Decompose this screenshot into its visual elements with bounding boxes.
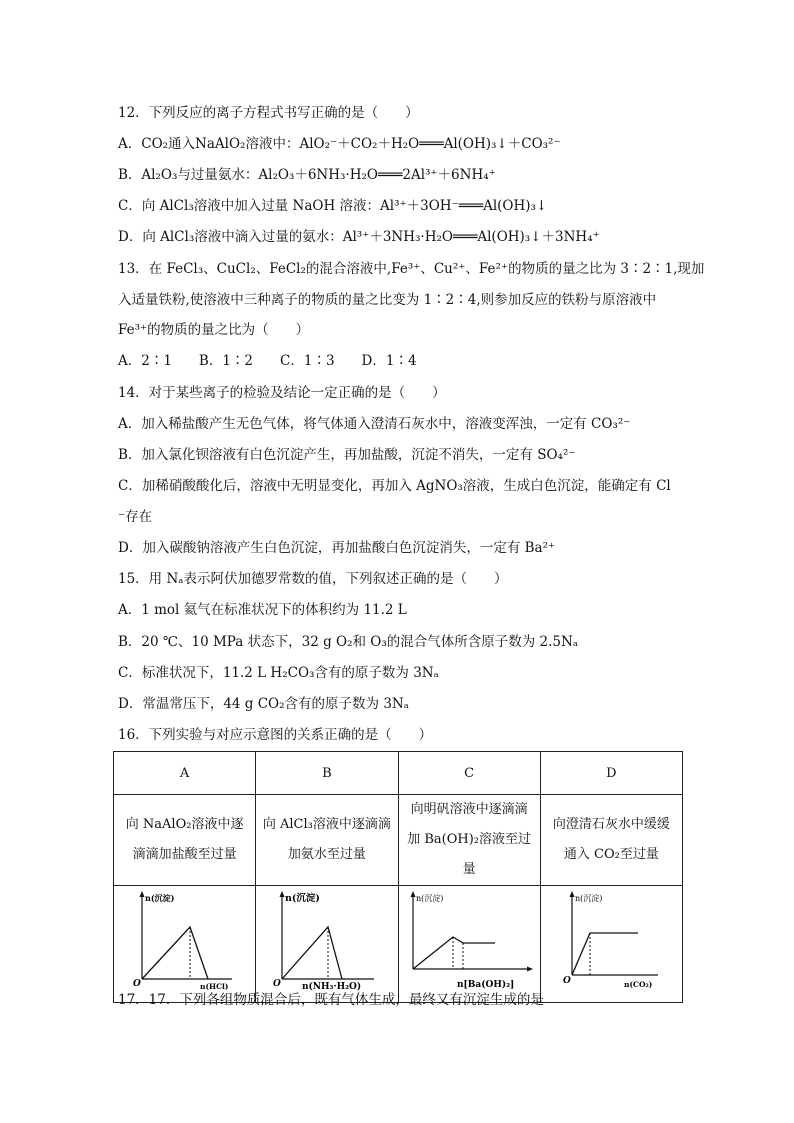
q15-option-b: B．20 ℃、10 MPa 状态下，32 g O₂和 O₃的混合气体所含原子数为 2.5Nₐ (118, 634, 579, 650)
q16-desc-d: 向澄清石灰水中缓缓通入 CO₂至过量 (552, 817, 670, 862)
q14-option-c-line1: C．加稀硝酸酸化后，溶液中无明显变化，再加入 AgNO₃溶液，生成白色沉淀，能确定有 Cl (118, 478, 671, 494)
q16-graph-d-origin: O (563, 976, 572, 986)
q12-option-a: A．CO₂通入NaAlO₂溶液中：AlO₂⁻＋CO₂＋H₂O═══Al(OH)₃↓＋CO₃²⁻ (118, 136, 561, 152)
q13-line2: 入适量铁粉,使溶液中三种离子的物质的量之比变为 1∶2∶4,则参加反应的铁粉与原溶液中 (118, 292, 657, 308)
q12-option-c: C．向 AlCl₃溶液中加入过量 NaOH 溶液：Al³⁺＋3OH⁻═══Al(OH)₃↓ (118, 198, 548, 214)
q12-option-d: D．向 AlCl₃溶液中滴入过量的氨水：Al³⁺＋3NH₃·H₂O═══Al(OH)₃↓＋3NH₄⁺ (118, 229, 600, 245)
q16-graph-a-ylabel: n(沉淀) (144, 893, 175, 903)
q16-header-c: C (398, 752, 540, 795)
q16-graph-b-origin: O (272, 979, 281, 989)
q16-desc-a: 向 NaAlO₂溶液中逐滴滴加盐酸至过量 (125, 817, 244, 862)
q15-option-c: C．标准状况下，11.2 L H₂CO₃含有的原子数为 3Nₐ (118, 665, 439, 681)
q16-graph-c-xlabel: n[Ba(OH)₂] (457, 980, 515, 990)
q13-line1: 13．在 FeCl₃、CuCl₂、FeCl₂的混合溶液中,Fe³⁺、Cu²⁺、Fe²⁺的物质的量之比为 3∶2∶1,现加 (118, 261, 705, 277)
q14-option-b: B．加入氯化钡溶液有白色沉淀产生，再加盐酸，沉淀不消失，一定有 SO₄²⁻ (118, 447, 576, 463)
q16-graph-d-xlabel: n(CO₂) (624, 980, 653, 989)
q16-desc-c: 向明矾溶液中逐滴滴加 Ba(OH)₂溶液至过量 (407, 802, 532, 877)
q16-graph-c (399, 887, 539, 997)
q16-graph-a (120, 887, 250, 997)
q12-option-b: B．Al₂O₃与过量氨水：Al₂O₃＋6NH₃·H₂O═══2Al³⁺＋6NH₄⁺ (118, 167, 496, 183)
q14-stem: 14．对于某些离子的检验及结论一定正确的是（ ） (118, 385, 446, 401)
q15-stem: 15．用 Nₐ表示阿伏加德罗常数的值，下列叙述正确的是（ ） (118, 571, 508, 587)
q16-graph-c-ylabel: n(沉淀) (416, 894, 444, 903)
q16-graph-d (546, 887, 676, 997)
q15-option-a: A．1 mol 氦气在标准状况下的体积约为 11.2 L (118, 602, 407, 618)
q16-graph-d-ylabel: n(沉淀) (575, 894, 603, 903)
q14-option-a: A．加入稀盐酸产生无色气体，将气体通入澄清石灰水中，溶液变浑浊，一定有 CO₃²⁻ (118, 416, 631, 432)
q17-stem: 17．17．下列各组物质混合后，既有气体生成，最终又有沉淀生成的是 (118, 992, 544, 1008)
q14-option-d: D．加入碳酸钠溶液产生白色沉淀，再加盐酸白色沉淀消失，一定有 Ba²⁺ (118, 540, 556, 556)
q15-option-d: D．常温常压下，44 g CO₂含有的原子数为 3Nₐ (118, 696, 409, 712)
q16-header-d: D (540, 752, 682, 795)
q16-graph-b-ylabel: n(沉淀) (284, 893, 320, 904)
q16-options-table (113, 751, 683, 1003)
q16-desc-b: 向 AlCl₃溶液中逐滴滴加氨水至过量 (262, 817, 391, 862)
q16-header-a: A (114, 752, 256, 795)
q16-graph-b-xlabel: n(NH₃·H₂O) (301, 982, 362, 992)
q16-graph-a-xlabel: n(HCl) (199, 982, 229, 991)
q14-option-c-line2: ⁻存在 (118, 509, 153, 525)
q13-options: A．2∶1 B．1∶2 C．1∶3 D．1∶4 (118, 353, 417, 369)
q16-graph-b (262, 887, 392, 997)
q12-stem: 12．下列反应的离子方程式书写正确的是（ ） (118, 105, 419, 121)
q13-line3: Fe³⁺的物质的量之比为（ ） (118, 322, 310, 338)
q16-graph-a-origin: O (132, 979, 141, 989)
q16-stem: 16．下列实验与对应示意图的关系正确的是（ ） (118, 727, 433, 743)
q16-header-b: B (256, 752, 398, 795)
